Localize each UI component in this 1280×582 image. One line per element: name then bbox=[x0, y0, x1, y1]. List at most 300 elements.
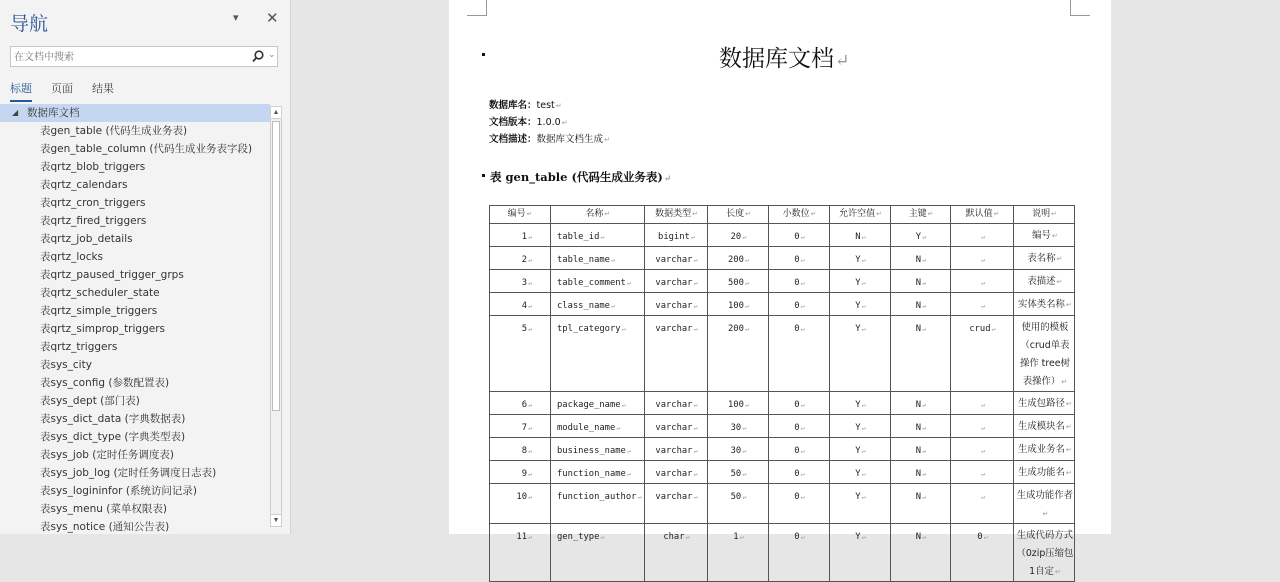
cell-value: Y bbox=[855, 492, 861, 502]
cell-end-mark-icon: ↵ bbox=[922, 302, 927, 310]
cell-value: Y bbox=[855, 423, 861, 433]
crop-mark-top-right bbox=[1070, 0, 1090, 16]
cell-value: function_name bbox=[557, 469, 626, 479]
cell-end-mark-icon: ↵ bbox=[528, 302, 532, 310]
table-cell bbox=[551, 461, 645, 484]
cell-value: 200 bbox=[728, 255, 744, 265]
column-header bbox=[490, 206, 551, 224]
table-cell bbox=[645, 247, 708, 270]
table-cell bbox=[645, 415, 708, 438]
table-cell bbox=[830, 270, 891, 293]
cell-value: 0 bbox=[794, 278, 800, 288]
cell-value: table_comment bbox=[557, 278, 626, 288]
cell-end-mark-icon: ↵ bbox=[528, 325, 532, 333]
nav-search-input[interactable] bbox=[11, 48, 239, 67]
table-cell bbox=[490, 316, 551, 392]
table-cell bbox=[645, 524, 708, 582]
table-header-row bbox=[490, 206, 1075, 224]
cell-end-mark-icon: ↵ bbox=[693, 325, 698, 333]
table-cell bbox=[830, 224, 891, 247]
table-cell bbox=[769, 316, 830, 392]
cell-value: N bbox=[915, 255, 922, 265]
cell-end-mark-icon: ↵ bbox=[690, 233, 695, 241]
cell-value: varchar bbox=[655, 301, 693, 311]
cell-end-mark-icon: ↵ bbox=[922, 401, 927, 409]
cell-value: 表名称 bbox=[1027, 253, 1056, 264]
column-header-label: 编号 bbox=[507, 209, 526, 219]
table-cell bbox=[1014, 392, 1075, 415]
cell-value: module_name bbox=[557, 423, 616, 433]
column-header bbox=[891, 206, 951, 224]
table-cell bbox=[951, 293, 1014, 316]
cell-value: 10 bbox=[516, 492, 528, 502]
cell-value: N bbox=[915, 301, 922, 311]
cell-end-mark-icon: ↵ bbox=[861, 302, 866, 310]
tree-heading-item[interactable]: 表sys_job_log (定时任务调度日志表) bbox=[40, 467, 217, 479]
cell-end-mark-icon: ↵ bbox=[800, 302, 805, 310]
cell-value: Y bbox=[855, 301, 861, 311]
cell-end-mark-icon: ↵ bbox=[621, 401, 626, 409]
nav-tabs bbox=[10, 80, 133, 102]
cell-end-mark-icon: ↵ bbox=[1042, 509, 1049, 518]
cell-end-mark-icon: ↵ bbox=[980, 424, 985, 432]
table-row bbox=[490, 415, 1075, 438]
cell-end-mark-icon: ↵ bbox=[528, 401, 532, 409]
table-cell bbox=[951, 484, 1014, 524]
table-cell bbox=[645, 224, 708, 247]
table-row bbox=[490, 461, 1075, 484]
cell-end-mark-icon: ↵ bbox=[692, 210, 698, 218]
cell-value: 0 bbox=[794, 324, 800, 334]
table-cell bbox=[769, 415, 830, 438]
paragraph-bullet-icon bbox=[482, 174, 485, 177]
cell-end-mark-icon: ↵ bbox=[800, 424, 805, 432]
cell-end-mark-icon: ↵ bbox=[980, 279, 985, 287]
table-cell bbox=[708, 247, 769, 270]
table-cell bbox=[708, 392, 769, 415]
schema-table bbox=[489, 205, 1075, 582]
cell-value: 3 bbox=[521, 278, 528, 288]
cell-value: 500 bbox=[728, 278, 744, 288]
table-cell bbox=[891, 484, 951, 524]
column-header-label: 小数位 bbox=[782, 209, 810, 219]
cell-value: 生成包路径 bbox=[1018, 398, 1065, 409]
cell-end-mark-icon: ↵ bbox=[739, 533, 744, 541]
table-cell bbox=[891, 415, 951, 438]
nav-scrollbar[interactable] bbox=[270, 106, 282, 527]
table-cell bbox=[551, 293, 645, 316]
cell-end-mark-icon: ↵ bbox=[1051, 231, 1058, 240]
table-cell bbox=[769, 392, 830, 415]
cell-end-mark-icon: ↵ bbox=[626, 447, 631, 455]
cell-value: 0 bbox=[794, 446, 800, 456]
table-cell bbox=[645, 438, 708, 461]
table-cell bbox=[490, 247, 551, 270]
cell-value: 5 bbox=[521, 324, 528, 334]
cell-end-mark-icon: ↵ bbox=[922, 233, 927, 241]
cell-end-mark-icon: ↵ bbox=[693, 256, 698, 264]
tree-heading-item[interactable]: 表sys_config (参数配置表) bbox=[40, 377, 170, 389]
table-cell bbox=[769, 224, 830, 247]
table-row bbox=[490, 293, 1075, 316]
table-cell bbox=[490, 484, 551, 524]
table-cell bbox=[490, 270, 551, 293]
cell-end-mark-icon: ↵ bbox=[983, 533, 988, 541]
tree-heading-item[interactable]: 表sys_notice (通知公告表) bbox=[40, 521, 170, 533]
column-header bbox=[769, 206, 830, 224]
table-cell bbox=[551, 524, 645, 582]
cell-value: 6 bbox=[521, 400, 528, 410]
nav-options-dropdown-icon[interactable]: ▾ bbox=[233, 12, 239, 24]
table-row bbox=[490, 224, 1075, 247]
meta-value: 数据库文档生成 bbox=[536, 134, 604, 145]
cell-end-mark-icon: ↵ bbox=[861, 401, 866, 409]
cell-end-mark-icon: ↵ bbox=[693, 470, 698, 478]
table-cell bbox=[708, 484, 769, 524]
table-cell bbox=[490, 392, 551, 415]
cell-value: 50 bbox=[730, 492, 742, 502]
section-heading bbox=[490, 169, 671, 185]
scroll-down-icon[interactable]: ▼ bbox=[271, 514, 281, 526]
cell-end-mark-icon: ↵ bbox=[922, 470, 927, 478]
column-header bbox=[645, 206, 708, 224]
tree-heading-item[interactable]: 表qrtz_fired_triggers bbox=[40, 215, 147, 227]
nav-pane-title: 导航 bbox=[10, 13, 49, 35]
table-cell bbox=[490, 438, 551, 461]
cell-end-mark-icon: ↵ bbox=[742, 447, 747, 455]
cell-value: 实体类名称 bbox=[1018, 299, 1065, 310]
table-cell bbox=[830, 438, 891, 461]
column-header bbox=[1014, 206, 1075, 224]
meta-label: 数据库名： bbox=[489, 100, 537, 111]
table-cell bbox=[830, 293, 891, 316]
table-cell bbox=[830, 461, 891, 484]
table-cell bbox=[708, 293, 769, 316]
table-cell bbox=[951, 270, 1014, 293]
table-cell bbox=[769, 438, 830, 461]
cell-end-mark-icon: ↵ bbox=[1054, 567, 1061, 576]
cell-value: 0 bbox=[794, 232, 800, 242]
cell-value: function_author bbox=[557, 492, 637, 502]
cell-end-mark-icon: ↵ bbox=[861, 279, 866, 287]
cell-end-mark-icon: ↵ bbox=[980, 401, 985, 409]
cell-value: varchar bbox=[655, 423, 693, 433]
cell-value: Y bbox=[855, 446, 861, 456]
column-header bbox=[830, 206, 891, 224]
cell-end-mark-icon: ↵ bbox=[922, 447, 927, 455]
table-row bbox=[490, 247, 1075, 270]
table-cell bbox=[490, 224, 551, 247]
cell-value: 0 bbox=[794, 492, 800, 502]
cell-end-mark-icon: ↵ bbox=[1065, 445, 1072, 454]
tree-heading-item[interactable]: 表qrtz_triggers bbox=[40, 341, 118, 353]
meta-db-name bbox=[489, 97, 562, 111]
table-cell bbox=[551, 224, 645, 247]
scroll-up-icon[interactable]: ▲ bbox=[271, 107, 281, 119]
table-cell bbox=[1014, 224, 1075, 247]
cell-value: 0 bbox=[794, 400, 800, 410]
tree-heading-item[interactable]: 表sys_dict_type (字典类型表) bbox=[40, 431, 186, 443]
table-cell bbox=[830, 392, 891, 415]
tree-heading-item[interactable]: 表gen_table_column (代码生成业务表字段) bbox=[40, 143, 253, 155]
tree-heading-item[interactable]: 表qrtz_cron_triggers bbox=[40, 197, 146, 209]
cell-value: crud bbox=[969, 324, 991, 334]
table-cell bbox=[951, 415, 1014, 438]
cell-end-mark-icon: ↵ bbox=[800, 470, 805, 478]
scrollbar-thumb[interactable] bbox=[272, 121, 280, 411]
table-row bbox=[490, 438, 1075, 461]
tree-heading-item[interactable]: 表qrtz_simple_triggers bbox=[40, 305, 158, 317]
heading-tree bbox=[0, 104, 270, 534]
cell-value: 生成代码方式（0zip压缩包 1自定 bbox=[1016, 530, 1074, 577]
table-cell bbox=[1014, 270, 1075, 293]
table-cell bbox=[769, 270, 830, 293]
table-row bbox=[490, 316, 1075, 392]
cell-end-mark-icon: ↵ bbox=[693, 447, 698, 455]
cell-end-mark-icon: ↵ bbox=[610, 256, 615, 264]
paragraph-mark-icon: ↵ bbox=[663, 174, 672, 184]
paragraph-mark-icon: ↵ bbox=[604, 135, 610, 144]
tree-heading-item[interactable]: 表qrtz_job_details bbox=[40, 233, 133, 245]
paragraph-mark-icon: ↵ bbox=[835, 51, 850, 71]
table-cell bbox=[891, 224, 951, 247]
cell-end-mark-icon: ↵ bbox=[626, 470, 631, 478]
cell-value: varchar bbox=[655, 324, 693, 334]
table-cell bbox=[551, 484, 645, 524]
table-cell bbox=[830, 415, 891, 438]
cell-end-mark-icon: ↵ bbox=[922, 493, 927, 501]
table-cell bbox=[830, 484, 891, 524]
cell-value: 0 bbox=[794, 532, 800, 542]
tab-pages[interactable]: 页面 bbox=[51, 82, 73, 95]
cell-value: Y bbox=[915, 232, 922, 242]
table-cell bbox=[1014, 524, 1075, 582]
cell-end-mark-icon: ↵ bbox=[744, 302, 749, 310]
cell-end-mark-icon: ↵ bbox=[528, 279, 532, 287]
table-cell bbox=[951, 392, 1014, 415]
crop-mark-top-left bbox=[467, 0, 487, 16]
table-row bbox=[490, 524, 1075, 582]
cell-end-mark-icon: ↵ bbox=[693, 279, 698, 287]
cell-end-mark-icon: ↵ bbox=[980, 233, 985, 241]
cell-end-mark-icon: ↵ bbox=[1056, 254, 1063, 263]
cell-value: business_name bbox=[557, 446, 626, 456]
cell-end-mark-icon: ↵ bbox=[742, 493, 747, 501]
cell-value: gen_type bbox=[557, 532, 600, 542]
meta-value: 1.0.0 bbox=[536, 117, 561, 128]
navigation-pane bbox=[0, 0, 291, 534]
cell-end-mark-icon: ↵ bbox=[600, 233, 605, 241]
table-cell bbox=[645, 316, 708, 392]
cell-value: 表描述 bbox=[1027, 276, 1056, 287]
cell-end-mark-icon: ↵ bbox=[800, 256, 805, 264]
cell-value: N bbox=[855, 232, 861, 242]
nav-close-icon[interactable]: ✕ bbox=[266, 10, 279, 27]
cell-value: 生成功能作者 bbox=[1016, 490, 1074, 501]
search-icon[interactable] bbox=[251, 48, 265, 65]
cell-value: 2 bbox=[521, 255, 528, 265]
tab-results[interactable]: 结果 bbox=[92, 82, 114, 95]
cell-value: N bbox=[915, 400, 922, 410]
search-options-chevron-down-icon[interactable]: ⌄ bbox=[268, 49, 276, 59]
tree-heading-item[interactable]: 表qrtz_paused_trigger_grps bbox=[40, 269, 184, 281]
cell-value: 9 bbox=[521, 469, 528, 479]
tree-heading-item[interactable]: 表sys_dict_data (字典数据表) bbox=[40, 413, 186, 425]
cell-end-mark-icon: ↵ bbox=[610, 302, 615, 310]
cell-value: 生成业务名 bbox=[1018, 444, 1065, 455]
table-cell bbox=[1014, 293, 1075, 316]
column-header-label: 主键 bbox=[908, 209, 927, 219]
cell-value: 生成功能名 bbox=[1018, 467, 1065, 478]
cell-value: 0 bbox=[977, 532, 983, 542]
cell-end-mark-icon: ↵ bbox=[742, 233, 747, 241]
cell-value: 0 bbox=[794, 423, 800, 433]
meta-doc-version bbox=[489, 114, 568, 128]
column-header bbox=[708, 206, 769, 224]
paragraph-mark-icon: ↵ bbox=[561, 118, 568, 127]
cell-value: N bbox=[915, 278, 922, 288]
table-cell bbox=[830, 524, 891, 582]
cell-value: N bbox=[915, 423, 922, 433]
cell-value: 100 bbox=[728, 301, 744, 311]
meta-label: 文档描述： bbox=[489, 134, 537, 145]
paragraph-mark-icon: ↵ bbox=[555, 101, 562, 110]
cell-end-mark-icon: ↵ bbox=[1051, 210, 1057, 218]
cell-value: varchar bbox=[655, 446, 693, 456]
cell-end-mark-icon: ↵ bbox=[800, 401, 805, 409]
table-cell bbox=[891, 461, 951, 484]
cell-end-mark-icon: ↵ bbox=[685, 533, 690, 541]
cell-value: 使用的模板（crud单表操作 tree树表操作） bbox=[1019, 322, 1070, 387]
table-row bbox=[490, 484, 1075, 524]
cell-value: 100 bbox=[728, 400, 744, 410]
table-cell bbox=[769, 247, 830, 270]
table-cell bbox=[551, 247, 645, 270]
cell-value: 0 bbox=[794, 469, 800, 479]
tree-heading-item[interactable]: 表qrtz_calendars bbox=[40, 179, 128, 191]
tab-headings[interactable]: 标题 bbox=[10, 80, 32, 102]
cell-end-mark-icon: ↵ bbox=[693, 401, 698, 409]
tree-heading-item[interactable]: 表qrtz_simprop_triggers bbox=[40, 323, 165, 335]
column-header-label: 长度 bbox=[726, 209, 745, 219]
cell-value: N bbox=[915, 492, 922, 502]
table-cell bbox=[490, 524, 551, 582]
column-header-label: 允许空值 bbox=[839, 209, 876, 219]
cell-value: Y bbox=[855, 532, 861, 542]
cell-end-mark-icon: ↵ bbox=[980, 447, 985, 455]
cell-value: 7 bbox=[521, 423, 528, 433]
cell-end-mark-icon: ↵ bbox=[861, 470, 866, 478]
document-title-text: 数据库文档 bbox=[719, 46, 834, 72]
cell-end-mark-icon: ↵ bbox=[876, 210, 882, 218]
cell-end-mark-icon: ↵ bbox=[861, 233, 866, 241]
table-cell bbox=[1014, 415, 1075, 438]
tree-heading-item[interactable]: 表gen_table (代码生成业务表) bbox=[40, 125, 188, 137]
cell-end-mark-icon: ↵ bbox=[800, 325, 805, 333]
cell-end-mark-icon: ↵ bbox=[861, 447, 866, 455]
cell-end-mark-icon: ↵ bbox=[528, 470, 532, 478]
table-cell bbox=[830, 316, 891, 392]
cell-end-mark-icon: ↵ bbox=[927, 210, 934, 218]
cell-value: tpl_category bbox=[557, 324, 621, 334]
cell-value: varchar bbox=[655, 278, 693, 288]
cell-end-mark-icon: ↵ bbox=[1065, 399, 1072, 408]
tree-heading-item[interactable]: 表sys_city bbox=[40, 359, 92, 371]
cell-end-mark-icon: ↵ bbox=[742, 470, 747, 478]
collapse-triangle-icon[interactable]: ◢ bbox=[12, 108, 19, 117]
cell-end-mark-icon: ↵ bbox=[800, 493, 805, 501]
cell-end-mark-icon: ↵ bbox=[922, 256, 927, 264]
cell-value: 0 bbox=[794, 255, 800, 265]
cell-end-mark-icon: ↵ bbox=[1065, 468, 1072, 477]
table-cell bbox=[769, 524, 830, 582]
table-cell bbox=[891, 293, 951, 316]
cell-end-mark-icon: ↵ bbox=[922, 533, 927, 541]
cell-end-mark-icon: ↵ bbox=[528, 533, 532, 541]
table-cell bbox=[769, 484, 830, 524]
cell-end-mark-icon: ↵ bbox=[800, 447, 805, 455]
cell-end-mark-icon: ↵ bbox=[922, 424, 927, 432]
cell-value: bigint bbox=[658, 232, 690, 242]
tree-heading-item[interactable]: 表sys_job (定时任务调度表) bbox=[40, 449, 174, 461]
table-cell bbox=[1014, 438, 1075, 461]
tree-heading-item[interactable]: 表sys_dept (部门表) bbox=[40, 395, 140, 407]
cell-end-mark-icon: ↵ bbox=[861, 256, 866, 264]
table-cell bbox=[551, 270, 645, 293]
cell-value: N bbox=[915, 469, 922, 479]
cell-end-mark-icon: ↵ bbox=[861, 325, 866, 333]
cell-end-mark-icon: ↵ bbox=[810, 210, 817, 218]
cell-end-mark-icon: ↵ bbox=[980, 302, 985, 310]
cell-end-mark-icon: ↵ bbox=[621, 325, 626, 333]
table-cell bbox=[708, 224, 769, 247]
cell-end-mark-icon: ↵ bbox=[1065, 422, 1072, 431]
column-header-label: 数据类型 bbox=[655, 209, 692, 219]
tree-heading-item[interactable]: 表sys_logininfor (系统访问记录) bbox=[40, 485, 198, 497]
cell-value: char bbox=[663, 532, 685, 542]
cell-value: 1 bbox=[733, 532, 739, 542]
cell-value: package_name bbox=[557, 400, 621, 410]
cell-value: Y bbox=[855, 278, 861, 288]
tree-heading-item[interactable]: 表qrtz_locks bbox=[40, 251, 104, 263]
table-cell bbox=[830, 247, 891, 270]
tree-heading-item[interactable]: 表qrtz_scheduler_state bbox=[40, 287, 160, 299]
cell-end-mark-icon: ↵ bbox=[528, 493, 532, 501]
table-cell bbox=[645, 293, 708, 316]
tree-root-item[interactable] bbox=[0, 104, 270, 122]
cell-end-mark-icon: ↵ bbox=[526, 210, 533, 218]
tree-heading-item[interactable]: 表sys_menu (菜单权限表) bbox=[40, 503, 167, 515]
cell-end-mark-icon: ↵ bbox=[744, 256, 749, 264]
cell-value: 0 bbox=[794, 301, 800, 311]
meta-doc-description bbox=[489, 131, 610, 145]
cell-end-mark-icon: ↵ bbox=[744, 279, 749, 287]
table-cell bbox=[891, 270, 951, 293]
cell-end-mark-icon: ↵ bbox=[800, 233, 805, 241]
table-cell bbox=[951, 247, 1014, 270]
table-row bbox=[490, 270, 1075, 293]
cell-value: Y bbox=[855, 255, 861, 265]
cell-end-mark-icon: ↵ bbox=[528, 256, 532, 264]
cell-end-mark-icon: ↵ bbox=[861, 533, 866, 541]
table-cell bbox=[708, 524, 769, 582]
cell-value: N bbox=[915, 446, 922, 456]
cell-end-mark-icon: ↵ bbox=[922, 325, 927, 333]
cell-end-mark-icon: ↵ bbox=[980, 470, 985, 478]
document-page[interactable] bbox=[449, 0, 1111, 577]
tree-heading-item[interactable]: 表qrtz_blob_triggers bbox=[40, 161, 146, 173]
section-heading-text: 表 gen_table (代码生成业务表) bbox=[490, 170, 663, 184]
